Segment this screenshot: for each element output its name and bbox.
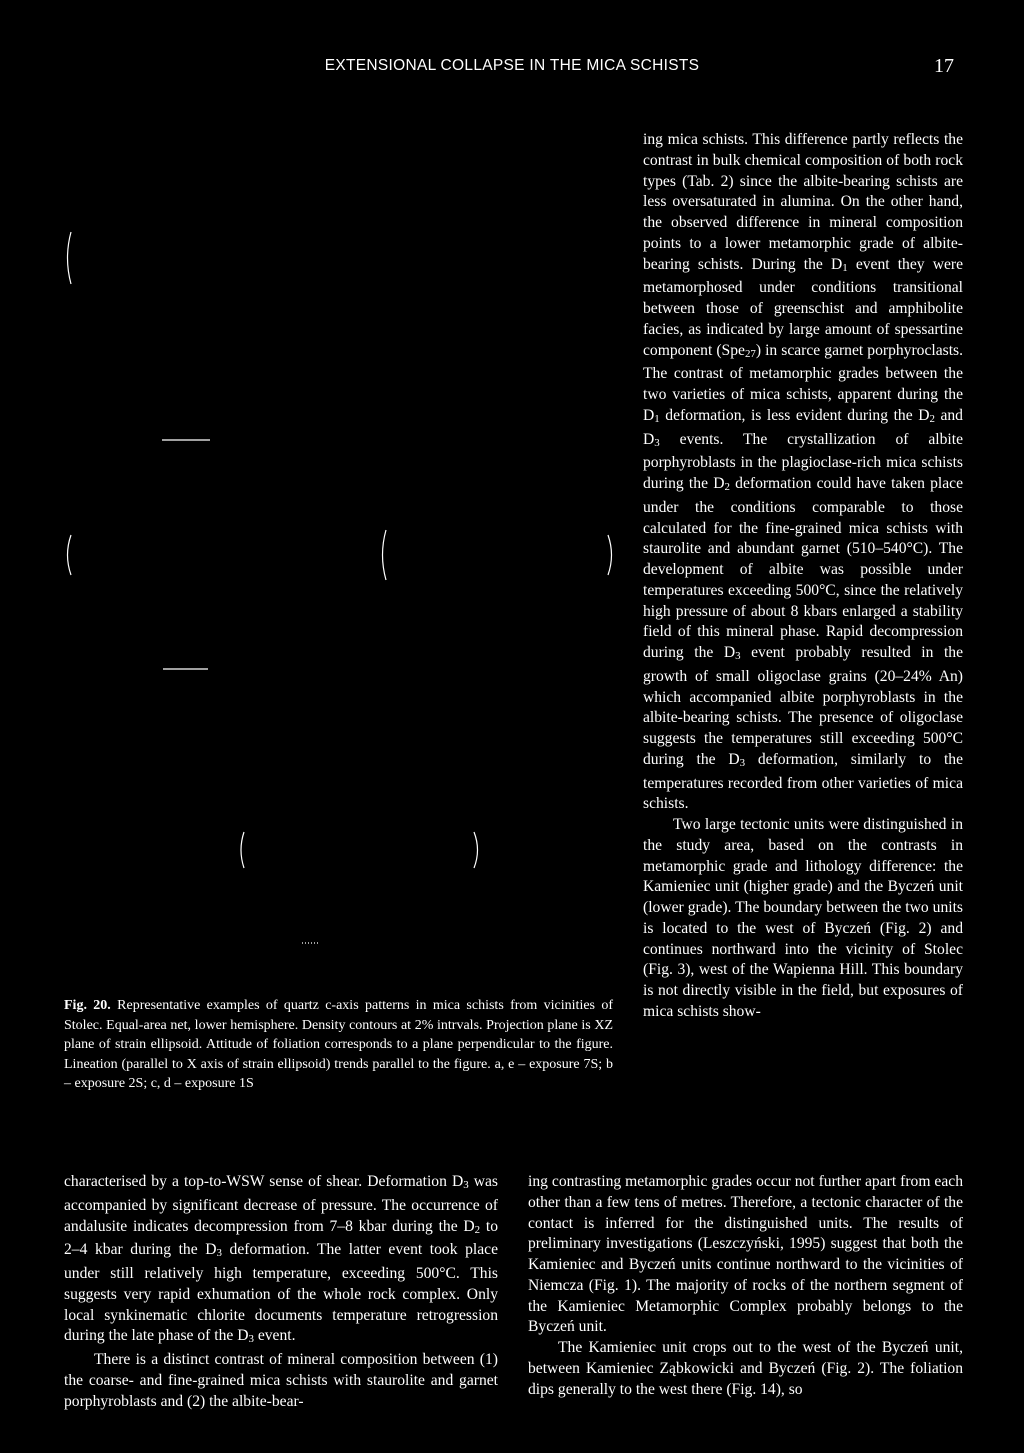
caption-text: Representative examples of quartz c-axis patterns in mica schists from vicinities of Stolec. Equal-area net, lower hemisphere. Density contours at 2% intrvals. Projection plane is XZ plane of strain ellipsoid. Attitude of foliation corresponds to a plane perpendicular to the figure. Lineation (parallel to X axis of strain ellipsoid) trends parallel to the figure. a, e – exposure 7S; b – exposure 2S; c, d – exposure 1S	[64, 998, 613, 1091]
bottom-right-paragraph-1: ing contrasting metamorphic grades occur not further apart from each other than a few tens of metres. Therefore, a tectonic character of the contact is inferred for the distinguished units. The results of preliminary investigations (Leszczyński, 1995) suggest that both the Kamieniec and Byczeń units continue northward to the vicinities of Niemcza (Fig. 1). The majority of rocks of the northern segment of the Kamieniec Metamorphic Complex probably belongs to the Byczeń unit.	[528, 1173, 963, 1336]
bottom-left-paragraph-2: There is a distinct contrast of mineral composition between (1) the coarse- and fine-grained mica schists with staurolite and garnet porphyroblasts and (2) the albite-bear-	[64, 1351, 498, 1410]
stereonet-d-right-arc	[608, 535, 612, 575]
caption-label: Fig. 20.	[64, 998, 111, 1013]
stereonet-c-left-arc	[383, 530, 387, 580]
bottom-left-paragraph-1: characterised by a top-to-WSW sense of shear. Deformation $D_3$ was accompanied by significant decrease of pressure. The occurrence of andalusite indicates decompression from 7–8 kbar during the $D_2$ to 2–4 kbar during the $D_3$ deformation. The latter event took place under still relatively high temperature, exceeding 500°C. This suggests very rapid exhumation of the whole rock complex. Only local synkinematic chlorite documents temperature retrogression during the late phase of the $D_3$ event.	[64, 1173, 498, 1346]
right-paragraph-2: Two large tectonic units were distinguished in the study area, based on the contrasts in metamorphic grade and lithology difference: the Kamieniec unit (higher grade) and the Byczeń unit (lower grade). The boundary between the two units is located to the west of Byczeń (Fig. 2) and continues northward into the vicinity of Stolec (Fig. 3), west of the Wapienna Hill. This boundary is not directly visible in the field, but exposures of mica schists show-	[643, 816, 963, 1020]
running-title: EXTENSIONAL COLLAPSE IN THE MICA SCHISTS	[324, 57, 700, 74]
bottom-right-text	[528, 1172, 963, 1400]
right-paragraph-1: ing mica schists. This difference partly reflects the contrast in bulk chemical composition of both rock types (Tab. 2) since the albite-bearing schists are less oversaturated in alumina. On the other hand, the observed difference in mineral composition points to a lower metamorphic grade of albite-bearing schists. During the $D_1$ event they were metamorphosed under conditions transitional between those of greenschist and amphibolite facies, as indicated by large amount of spessartine component (Spe$_{27}$) in scarce garnet porphyroclasts. The contrast of metamorphic grades between the two varieties of mica schists, apparent during the $D_1$ deformation, is less evident during the $D_2$ and $D_3$ events. The crystallization of albite porphyroblasts in the plagioclase-rich mica schists during the $D_2$ deformation could have taken place under the conditions comparable to those calculated for the fine-grained mica schists with staurolite and abundant garnet (510–540°C). The development of albite was possible under temperatures exceeding 500°C, since the relatively high pressure of about 8 kbars enlarged a stability field of this mineral phase. Rapid decompression during the $D_3$ event probably resulted in the growth of small oligoclase grains (20–24% An) which accompanied albite porphyroblasts in the albite-bearing schists. The presence of oligoclase suggests the temperatures still exceeding 500°C during the $D_3$ deformation, similarly to the temperatures recorded from other varieties of mica schists.	[643, 131, 964, 813]
figure-caption	[64, 996, 613, 1094]
stereonet-a-left-arc	[68, 232, 72, 284]
right-column-text	[643, 130, 963, 1023]
page-number: 17	[934, 55, 954, 77]
stereonet-f-right-arc	[474, 832, 478, 868]
stereonet-b-left-arc	[68, 535, 72, 575]
bottom-left-text	[64, 1172, 498, 1412]
bottom-right-paragraph-2: The Kamieniec unit crops out to the west of the Byczeń unit, between Kamieniec Ząbkowicki and Byczeń (Fig. 2). The foliation dips generally to the west there (Fig. 14), so	[528, 1339, 963, 1398]
stereonet-e-left-arc	[241, 832, 244, 868]
